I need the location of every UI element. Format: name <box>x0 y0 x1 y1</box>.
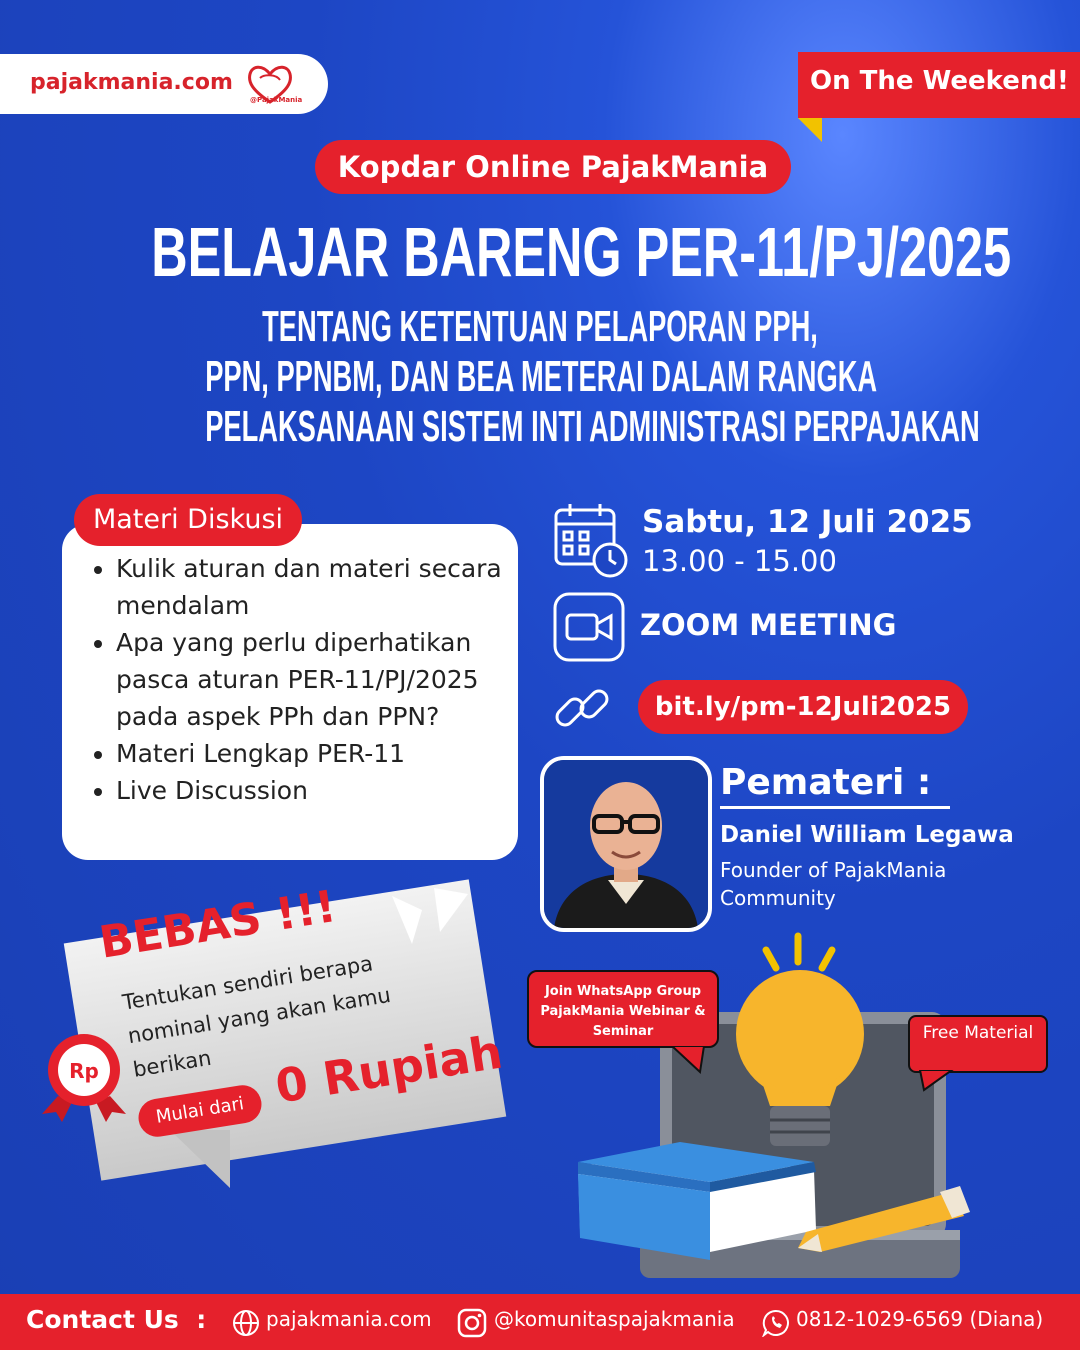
subtitle-line-3: PELAKSANAAN SISTEM INTI ADMINISTRASI PERPAJAKAN <box>205 402 980 451</box>
bubble-tail <box>918 1070 954 1092</box>
list-item: • Apa yang perlu diperhatikan pasca aturan PER-11/PJ/2025 pada aspek PPh dan PPN? <box>116 624 526 735</box>
speaker-role: Founder of PajakMania Community <box>720 858 947 910</box>
video-camera-icon <box>553 592 625 662</box>
brand-handle: @PajakMania <box>250 96 303 104</box>
promo-card-tail <box>170 1130 230 1188</box>
start-label-pill: Mulai dari <box>136 1083 264 1140</box>
materi-label: Materi Diskusi <box>74 494 302 546</box>
footer-phone[interactable]: 0812-1029-6569 (Diana) <box>796 1307 1044 1331</box>
free-material-bubble: Free Material <box>908 1015 1048 1073</box>
promo-headline: BEBAS !!! <box>96 881 340 969</box>
speaker-photo <box>540 756 712 932</box>
badge-text: Rp <box>69 1059 99 1083</box>
instagram-icon <box>456 1307 488 1339</box>
contact-label-text: Contact Us <box>26 1305 179 1334</box>
promo-amount: 0 Rupiah <box>271 1024 507 1114</box>
heading-underline <box>720 806 950 809</box>
event-date: Sabtu, 12 Juli 2025 <box>642 504 973 540</box>
event-time: 13.00 - 15.00 <box>642 544 837 578</box>
contact-separator: : <box>196 1305 207 1334</box>
list-item: • Materi Lengkap PER-11 <box>116 735 526 772</box>
footer-website[interactable]: pajakmania.com <box>266 1307 432 1331</box>
speaker-name: Daniel William Legawa <box>720 822 1014 848</box>
event-label-pill: Kopdar Online PajakMania <box>315 140 791 194</box>
weekend-label: On The Weekend! <box>810 66 1069 96</box>
rupiah-badge-icon <box>38 1030 130 1122</box>
materi-list <box>90 550 526 809</box>
brand-site: pajakmania.com <box>30 70 233 95</box>
contact-label <box>26 1305 206 1334</box>
banner-fold <box>798 118 822 142</box>
bubble-tail <box>670 1046 706 1074</box>
platform-label: ZOOM MEETING <box>640 608 897 642</box>
link-icon <box>553 680 613 738</box>
main-title: BELAJAR BARENG PER-11/PJ/2025 <box>151 213 1012 291</box>
globe-icon <box>232 1309 260 1337</box>
footer-instagram[interactable]: @komunitaspajakmania <box>494 1307 735 1331</box>
list-item: • Live Discussion <box>116 772 526 809</box>
speaker-heading: Pemateri : <box>720 762 932 803</box>
whatsapp-bubble[interactable]: Join WhatsApp Group PajakMania Webinar & Seminar <box>527 970 719 1048</box>
subtitle-line-1: TENTANG KETENTUAN PELAPORAN PPH, <box>262 302 818 351</box>
calendar-icon <box>552 502 630 580</box>
whatsapp-icon <box>762 1309 790 1337</box>
registration-link[interactable]: bit.ly/pm-12Juli2025 <box>638 680 968 734</box>
subtitle-line-2: PPN, PPNBM, DAN BEA METERAI DALAM RANGKA <box>205 352 878 401</box>
list-item: • Kulik aturan dan materi secara mendalam <box>116 550 526 624</box>
promo-text: Tentukan sendiri berapa nominal yang akan kamu berikan <box>120 951 393 1082</box>
